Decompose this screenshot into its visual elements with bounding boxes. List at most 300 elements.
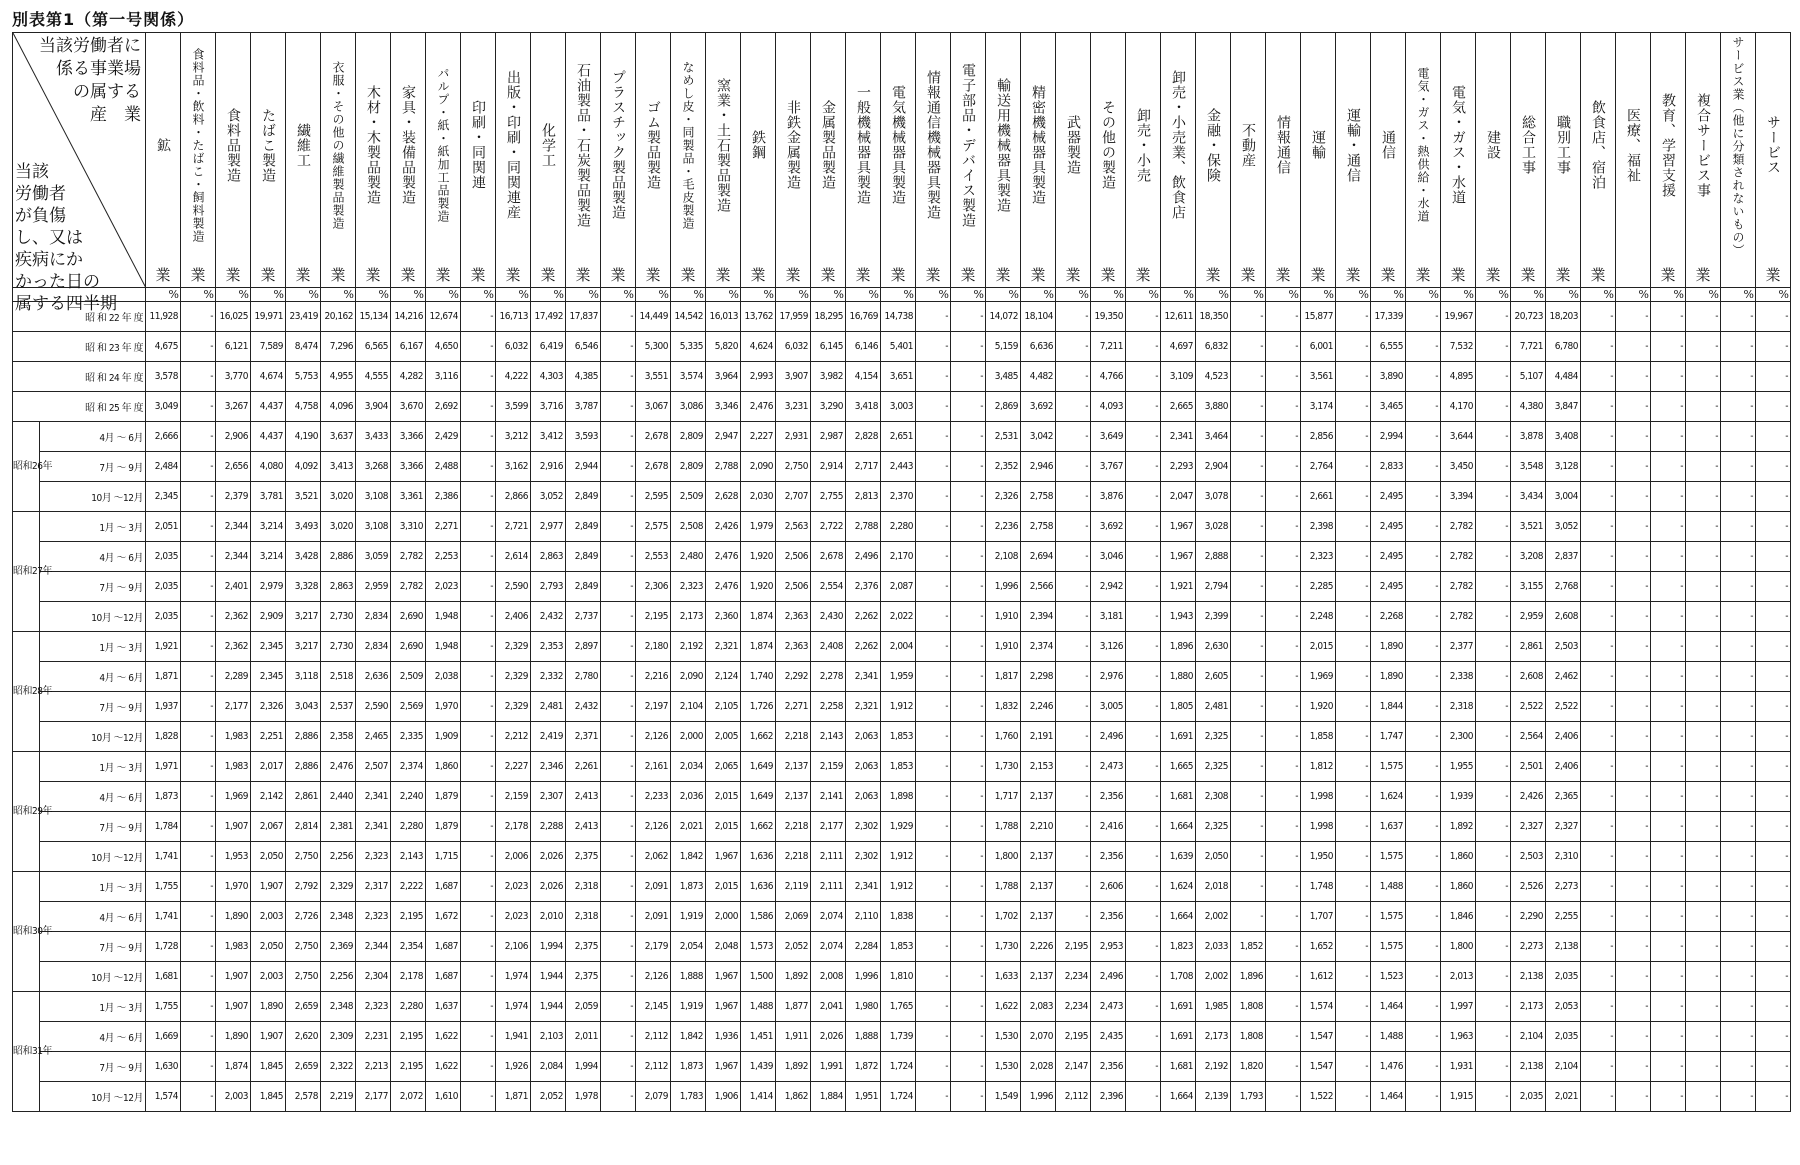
rate-cell: 2,432 [566, 692, 601, 722]
rate-cell: 3,174 [1301, 392, 1336, 422]
industry-suffix: 業 [1135, 266, 1151, 284]
rate-cell: 2,038 [426, 662, 461, 692]
rate-cell: 7,589 [251, 332, 286, 362]
rate-cell: - [1336, 872, 1371, 902]
industry-header [1231, 33, 1266, 288]
rate-cell: - [461, 752, 496, 782]
rate-cell: 1,963 [1441, 1022, 1476, 1052]
rate-cell: 2,365 [1546, 782, 1581, 812]
rate-cell: 2,462 [1546, 662, 1581, 692]
rate-cell: 2,195 [636, 602, 671, 632]
quarter-label: 10月 ～12月 [40, 1082, 146, 1112]
rate-cell: 2,608 [1546, 602, 1581, 632]
rate-cell: 2,329 [496, 632, 531, 662]
industry-suffix: 業 [470, 266, 486, 284]
rate-cell: 1,921 [146, 632, 181, 662]
rate-cell: 2,358 [321, 722, 356, 752]
era-year-label: 昭和29年 [13, 752, 40, 872]
rate-cell: 2,345 [146, 482, 181, 512]
rate-cell: 2,069 [776, 902, 811, 932]
rate-cell: - [1476, 632, 1511, 662]
rate-cell: - [1336, 542, 1371, 572]
fiscal-year-label: 昭 和 22 年 度 [13, 302, 146, 332]
rate-cell: 1,649 [741, 782, 776, 812]
rate-cell: 2,022 [881, 602, 916, 632]
rate-cell: 3,521 [286, 482, 321, 512]
rate-cell: 1,970 [216, 872, 251, 902]
rate-cell: 1,488 [1371, 872, 1406, 902]
rate-cell: 1,800 [1441, 932, 1476, 962]
industry-suffix: 業 [540, 266, 556, 284]
industry-name: 非鉄金属製造 [785, 100, 801, 190]
rate-cell: - [1651, 542, 1686, 572]
rate-cell: 2,210 [1021, 812, 1056, 842]
rate-cell: 3,847 [1546, 392, 1581, 422]
industry-name: 飲食店、宿泊 [1590, 100, 1606, 190]
rate-cell: 1,681 [146, 962, 181, 992]
rate-cell: 2,015 [706, 872, 741, 902]
rate-cell: 1,637 [1371, 812, 1406, 842]
rate-cell: 2,354 [391, 932, 426, 962]
rate-cell: 2,323 [356, 992, 391, 1022]
rate-cell: - [1336, 512, 1371, 542]
rate-cell: - [1406, 782, 1441, 812]
rate-cell: 1,983 [216, 752, 251, 782]
rate-cell: 4,766 [1091, 362, 1126, 392]
rate-cell: 1,755 [146, 992, 181, 1022]
industry-suffix: 業 [295, 266, 311, 284]
rate-cell: - [1581, 752, 1616, 782]
rate-cell: 2,072 [391, 1082, 426, 1112]
industry-header [181, 33, 216, 288]
rate-cell: 2,271 [776, 692, 811, 722]
rate-cell: - [1616, 542, 1651, 572]
rate-cell: 3,450 [1441, 452, 1476, 482]
unit-cell: % [1301, 288, 1336, 302]
rate-cell: - [1686, 632, 1721, 662]
industry-suffix: 業 [1450, 266, 1466, 284]
rate-cell: 2,737 [566, 602, 601, 632]
industry-name: 運輸 [1310, 130, 1326, 160]
rate-cell: - [601, 392, 636, 422]
unit-cell: % [1581, 288, 1616, 302]
industry-header [426, 33, 461, 288]
rate-cell: - [1336, 962, 1371, 992]
rate-cell: 2,496 [1091, 722, 1126, 752]
rate-cell: 1,983 [216, 722, 251, 752]
rate-cell: - [1651, 572, 1686, 602]
rate-cell: 2,310 [1546, 842, 1581, 872]
rate-cell: 2,788 [706, 452, 741, 482]
table-row [13, 332, 1791, 362]
rate-cell: 5,401 [881, 332, 916, 362]
rate-cell: 3,890 [1371, 362, 1406, 392]
rate-cell: - [1406, 482, 1441, 512]
rate-cell: 2,344 [216, 542, 251, 572]
rate-cell: 2,849 [566, 482, 601, 512]
rate-cell: 2,137 [1021, 842, 1056, 872]
corner-left-label: 当該 労働者 が負傷 し、又は 疾病にか かった日の 属する四半期 [15, 162, 117, 314]
industry-header [811, 33, 846, 288]
rate-cell: 2,290 [1511, 902, 1546, 932]
rate-cell: 17,492 [531, 302, 566, 332]
rate-cell: 1,707 [1301, 902, 1336, 932]
rate-cell: 2,782 [1441, 512, 1476, 542]
rate-cell: 2,348 [321, 902, 356, 932]
rate-cell: 1,530 [986, 1052, 1021, 1082]
industry-header [671, 33, 706, 288]
industry-header [776, 33, 811, 288]
rate-cell: 2,218 [776, 842, 811, 872]
rate-cell: 2,273 [1511, 932, 1546, 962]
rate-cell: - [951, 902, 986, 932]
rate-cell: 2,606 [1091, 872, 1126, 902]
rate-cell: - [1266, 782, 1301, 812]
rate-cell: - [1756, 932, 1791, 962]
rate-cell: 1,808 [1231, 1022, 1266, 1052]
rate-cell: - [1266, 962, 1301, 992]
rate-cell: - [951, 362, 986, 392]
rate-cell: 2,280 [391, 812, 426, 842]
industry-suffix: 業 [645, 266, 661, 284]
rate-cell: 1,741 [146, 902, 181, 932]
rate-cell: 7,211 [1091, 332, 1126, 362]
table-row [13, 962, 1791, 992]
rate-cell: 23,419 [286, 302, 321, 332]
rate-cell: 2,327 [1511, 812, 1546, 842]
rate-cell: - [1581, 332, 1616, 362]
rate-cell: - [1686, 962, 1721, 992]
rate-cell: - [1686, 722, 1721, 752]
rate-cell: - [1686, 872, 1721, 902]
rate-cell: 1,912 [881, 842, 916, 872]
rate-cell: - [1406, 812, 1441, 842]
rate-cell: 1,879 [426, 812, 461, 842]
rate-cell: 3,128 [1546, 452, 1581, 482]
rate-cell: - [1126, 722, 1161, 752]
quarter-label: 10月 ～12月 [40, 962, 146, 992]
rate-cell: 2,374 [1021, 632, 1056, 662]
rate-cell: 2,721 [496, 512, 531, 542]
rate-cell: 1,871 [146, 662, 181, 692]
rate-cell: - [1616, 302, 1651, 332]
rate-cell: 1,845 [251, 1052, 286, 1082]
rate-cell: 2,374 [391, 752, 426, 782]
rate-cell: - [1476, 992, 1511, 1022]
rate-cell: 17,339 [1371, 302, 1406, 332]
quarter-label: 7月 ～ 9月 [40, 932, 146, 962]
rate-cell: 2,496 [846, 542, 881, 572]
rate-cell: 1,760 [986, 722, 1021, 752]
rate-cell: - [1616, 422, 1651, 452]
rate-cell: - [1406, 362, 1441, 392]
rate-cell: 1,874 [741, 602, 776, 632]
rate-cell: - [1756, 722, 1791, 752]
rate-cell: - [1336, 752, 1371, 782]
unit-cell: % [1056, 288, 1091, 302]
rate-cell: 1,530 [986, 1022, 1021, 1052]
rate-cell: - [1476, 962, 1511, 992]
rate-cell: 2,329 [496, 692, 531, 722]
rate-cell: 1,812 [1301, 752, 1336, 782]
rate-cell: 1,672 [426, 902, 461, 932]
rate-cell: 2,886 [286, 722, 321, 752]
rate-cell: - [1126, 1052, 1161, 1082]
rate-cell: - [601, 1082, 636, 1112]
rate-cell: 12,674 [426, 302, 461, 332]
rate-cell: - [1721, 362, 1756, 392]
rate-cell: - [1721, 722, 1756, 752]
industry-header [461, 33, 496, 288]
rate-cell: 1,500 [741, 962, 776, 992]
industry-suffix: 業 [680, 266, 696, 284]
rate-cell: 3,181 [1091, 602, 1126, 632]
rate-cell: - [601, 452, 636, 482]
rate-cell: 2,381 [321, 812, 356, 842]
rate-cell: - [1616, 812, 1651, 842]
rate-cell: 17,959 [776, 302, 811, 332]
rate-cell: - [951, 1082, 986, 1112]
rate-cell: 2,578 [286, 1082, 321, 1112]
rate-cell: - [1336, 782, 1371, 812]
rate-cell: 1,888 [671, 962, 706, 992]
era-year-label: 昭和27年 [13, 512, 40, 632]
rate-cell: - [1336, 452, 1371, 482]
rate-cell: - [1476, 482, 1511, 512]
industry-name: 家具・装備品製造 [400, 85, 416, 205]
rate-cell: 1,967 [706, 842, 741, 872]
rate-cell: 3,126 [1091, 632, 1126, 662]
industry-name: 一般機械器具製造 [855, 85, 871, 205]
rate-cell: - [1266, 422, 1301, 452]
rate-cell: 2,344 [356, 932, 391, 962]
rate-cell: - [1686, 542, 1721, 572]
rate-cell: 2,003 [216, 1082, 251, 1112]
rate-cell: - [1651, 302, 1686, 332]
rate-cell: - [1056, 872, 1091, 902]
industry-suffix: 業 [1275, 266, 1291, 284]
rate-cell: 1,892 [1441, 812, 1476, 842]
rate-cell: 2,849 [566, 542, 601, 572]
rate-cell: - [1126, 422, 1161, 452]
rate-cell: 2,886 [286, 752, 321, 782]
rate-cell: 3,574 [671, 362, 706, 392]
rate-cell: - [1651, 482, 1686, 512]
rate-cell: - [916, 422, 951, 452]
rate-cell: - [1756, 1082, 1791, 1112]
rate-cell: 3,005 [1091, 692, 1126, 722]
rate-cell: 1,687 [426, 872, 461, 902]
rate-cell: - [181, 962, 216, 992]
industry-name: 卸売・小売業、飲食店 [1170, 70, 1186, 220]
rate-cell: 3,116 [426, 362, 461, 392]
rate-cell: 2,495 [1371, 542, 1406, 572]
industry-suffix: 業 [365, 266, 381, 284]
rate-cell: 19,971 [251, 302, 286, 332]
rate-cell: 11,928 [146, 302, 181, 332]
rate-cell: - [181, 692, 216, 722]
fiscal-year-label: 昭 和 24 年 度 [13, 362, 146, 392]
rate-cell: 4,674 [251, 362, 286, 392]
rate-cell: - [1476, 752, 1511, 782]
rate-cell: 3,046 [1091, 542, 1126, 572]
rate-cell: 3,346 [706, 392, 741, 422]
rate-cell: - [601, 782, 636, 812]
rate-cell: - [1651, 1082, 1686, 1112]
rate-cell: 1,920 [741, 542, 776, 572]
rate-cell: - [1126, 602, 1161, 632]
rate-cell: 1,871 [496, 1082, 531, 1112]
rate-cell: - [1406, 692, 1441, 722]
rate-cell: 6,145 [811, 332, 846, 362]
rate-cell: 3,485 [986, 362, 1021, 392]
rate-cell: - [951, 842, 986, 872]
rate-cell: 2,659 [286, 992, 321, 1022]
rate-cell: 3,366 [391, 452, 426, 482]
rate-cell: 16,013 [706, 302, 741, 332]
unit-cell: % [1476, 288, 1511, 302]
rate-cell: - [1126, 512, 1161, 542]
industry-name: 建設 [1485, 130, 1501, 160]
rate-cell: 16,025 [216, 302, 251, 332]
rate-cell: - [461, 302, 496, 332]
rate-cell: 2,909 [251, 602, 286, 632]
rate-cell: 2,636 [356, 662, 391, 692]
rate-cell: - [1721, 872, 1756, 902]
rate-cell: 1,664 [1161, 1082, 1196, 1112]
industry-header [1301, 33, 1336, 288]
rate-cell: 3,716 [531, 392, 566, 422]
rate-cell: 2,280 [391, 992, 426, 1022]
rate-cell: 1,907 [251, 872, 286, 902]
rate-cell: - [916, 332, 951, 362]
industry-header [1406, 33, 1441, 288]
rate-cell: 1,920 [741, 572, 776, 602]
rate-cell: 2,110 [846, 902, 881, 932]
rate-cell: - [1476, 512, 1511, 542]
rate-cell: - [1266, 302, 1301, 332]
rate-cell: 1,967 [706, 1052, 741, 1082]
table-row [13, 422, 1791, 452]
rate-cell: 3,787 [566, 392, 601, 422]
rate-cell: 19,350 [1091, 302, 1126, 332]
rate-cell: 1,702 [986, 902, 1021, 932]
rate-cell: - [1651, 752, 1686, 782]
rate-cell: - [951, 872, 986, 902]
rate-cell: - [1126, 1082, 1161, 1112]
unit-cell: % [1336, 288, 1371, 302]
rate-cell: 3,020 [321, 482, 356, 512]
rate-cell: - [1756, 542, 1791, 572]
rate-cell: - [1476, 1052, 1511, 1082]
rate-cell: - [1721, 752, 1756, 782]
rate-cell: 1,414 [741, 1082, 776, 1112]
rate-cell: 3,394 [1441, 482, 1476, 512]
rate-cell: 1,652 [1301, 932, 1336, 962]
rate-cell: 2,509 [671, 482, 706, 512]
rate-cell: - [1476, 782, 1511, 812]
industry-header [881, 33, 916, 288]
rate-cell: 3,214 [251, 542, 286, 572]
industry-header [1056, 33, 1091, 288]
rate-cell: 2,278 [811, 662, 846, 692]
rate-cell: 1,808 [1231, 992, 1266, 1022]
rate-cell: 2,288 [531, 812, 566, 842]
rate-cell: 2,246 [1021, 692, 1056, 722]
rate-cell: - [1266, 902, 1301, 932]
table-row [13, 1082, 1791, 1112]
rate-cell: - [916, 662, 951, 692]
rate-cell: 1,909 [426, 722, 461, 752]
rate-cell: - [1756, 662, 1791, 692]
rate-cell: - [181, 902, 216, 932]
rate-cell: - [1056, 782, 1091, 812]
industry-name: パルプ・紙・紙加工品製造 [436, 67, 450, 223]
rate-cell: 2,192 [671, 632, 706, 662]
industry-suffix: 業 [330, 266, 346, 284]
rate-cell: 2,178 [496, 812, 531, 842]
rate-cell: 1,610 [426, 1082, 461, 1112]
rate-cell: 1,664 [1161, 812, 1196, 842]
rate-cell: 2,268 [1371, 602, 1406, 632]
rate-cell: 2,341 [846, 662, 881, 692]
industry-suffix: 業 [435, 266, 451, 284]
rate-cell: - [1651, 842, 1686, 872]
rate-cell: 1,633 [986, 962, 1021, 992]
rate-cell: 2,137 [1021, 962, 1056, 992]
rate-cell: 2,021 [671, 812, 706, 842]
rate-cell: 2,904 [1196, 452, 1231, 482]
rate-cell: 2,886 [321, 542, 356, 572]
rate-cell: 2,074 [811, 932, 846, 962]
rate-cell: 2,273 [1546, 872, 1581, 902]
rate-cell: - [1616, 392, 1651, 422]
rate-cell: 4,758 [286, 392, 321, 422]
rate-cell: 1,994 [531, 932, 566, 962]
rate-cell: - [1476, 662, 1511, 692]
rate-cell: - [181, 452, 216, 482]
rate-cell: - [1616, 752, 1651, 782]
rate-cell: 3,418 [846, 392, 881, 422]
rate-cell: - [181, 362, 216, 392]
rate-cell: 2,426 [706, 512, 741, 542]
rate-cell: 2,356 [1091, 1052, 1126, 1082]
rate-cell: 1,662 [741, 812, 776, 842]
rate-cell: 2,010 [531, 902, 566, 932]
rate-cell: 2,979 [251, 572, 286, 602]
rate-cell: - [1581, 482, 1616, 512]
rate-cell: - [951, 1052, 986, 1082]
rate-cell: 2,782 [1441, 542, 1476, 572]
rate-cell: 2,465 [356, 722, 391, 752]
rate-cell: 1,873 [671, 872, 706, 902]
rate-cell: - [181, 632, 216, 662]
rate-cell: - [1406, 542, 1441, 572]
unit-cell: % [461, 288, 496, 302]
industry-header [286, 33, 321, 288]
industry-suffix: 業 [1030, 266, 1046, 284]
rate-cell: - [1126, 962, 1161, 992]
rate-cell: 3,593 [566, 422, 601, 452]
rate-cell: - [1686, 692, 1721, 722]
rate-cell: 2,507 [356, 752, 391, 782]
rate-cell: 2,079 [636, 1082, 671, 1112]
rate-cell: 1,991 [811, 1052, 846, 1082]
rate-cell: - [1056, 392, 1091, 422]
rate-cell: - [461, 362, 496, 392]
rate-cell: 2,792 [286, 872, 321, 902]
rate-cell: - [1406, 452, 1441, 482]
